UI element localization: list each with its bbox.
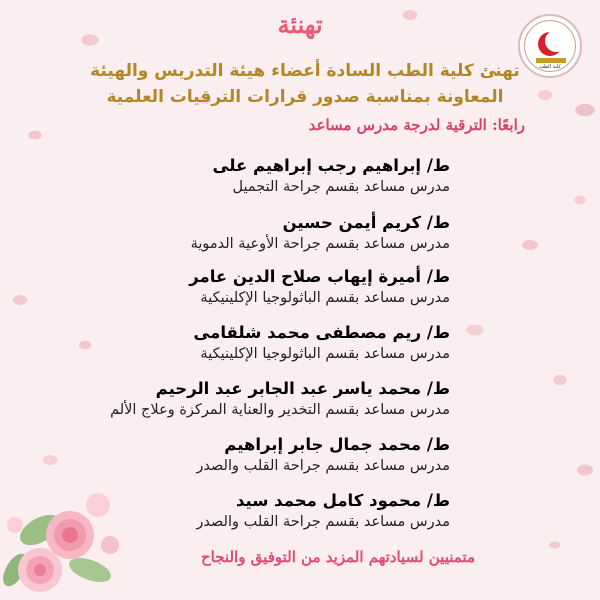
intro-text — [60, 58, 550, 110]
page-title: تهنئة — [277, 10, 323, 39]
promotion-entry — [193, 322, 450, 364]
promotion-entry — [191, 212, 450, 254]
promotion-entry — [196, 490, 450, 532]
section-title: رابعًا: الترقية لدرجة مدرس مساعد — [308, 116, 525, 134]
promotion-entry — [196, 434, 450, 476]
closing-wishes: متمنيين لسيادتهم المزيد من التوفيق والنجاح — [201, 548, 475, 566]
promotee-name: ط/ أميرة إيهاب صلاح الدين عامر — [189, 267, 450, 286]
promotee-dept: مدرس مساعد بقسم التخدير والعناية المركزة وعلاج الألم — [110, 402, 450, 418]
logo-label: كلية الطب — [539, 64, 561, 70]
promotion-entry — [189, 266, 450, 308]
promotee-name: ط/ محمد جمال جابر إبراهيم — [224, 435, 450, 454]
promotee-dept: مدرس مساعد بقسم جراحة التجميل — [232, 179, 450, 195]
promotee-name: ط/ ريم مصطفى محمد شلقامى — [193, 323, 450, 342]
promotee-dept: مدرس مساعد بقسم جراحة القلب والصدر — [196, 514, 450, 530]
promotee-name: ط/ محمود كامل محمد سيد — [235, 491, 450, 510]
promotion-entry — [213, 155, 450, 197]
intro-line-2: المعاونة بمناسبة صدور قرارات الترقيات العلمية — [106, 87, 504, 107]
promotee-name: ط/ محمد ياسر عبد الجابر عبد الرحيم — [155, 379, 450, 398]
promotee-dept: مدرس مساعد بقسم جراحة القلب والصدر — [196, 458, 450, 474]
intro-line-1: تهنئ كلية الطب السادة أعضاء هيئة التدريس والهيئة — [90, 61, 520, 81]
promotion-entry — [110, 378, 450, 420]
promotee-dept: مدرس مساعد بقسم جراحة الأوعية الدموية — [190, 236, 450, 252]
promotee-name: ط/ إبراهيم رجب إبراهيم على — [212, 156, 450, 175]
promotee-name: ط/ كريم أيمن حسين — [282, 213, 450, 232]
promotee-dept: مدرس مساعد بقسم الباثولوجيا الإكلينيكية — [200, 290, 450, 306]
promotee-dept: مدرس مساعد بقسم الباثولوجيا الإكلينيكية — [200, 346, 450, 362]
